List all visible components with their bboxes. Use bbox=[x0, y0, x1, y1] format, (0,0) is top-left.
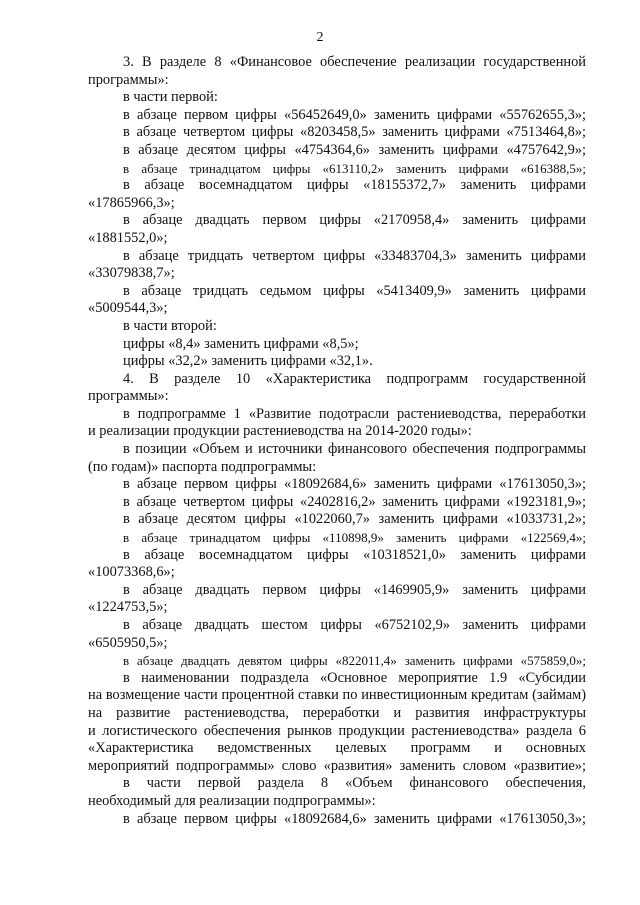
text-line: в абзаце двадцать девятом цифры «822011,4» заменить цифрами «575859,0»; bbox=[123, 653, 586, 669]
text-line: «6505950,5»; bbox=[88, 634, 168, 651]
text-line: программы»: bbox=[88, 388, 169, 405]
text-line: в абзаце первом цифры «18092684,6» заменить цифрами «17613050,3»; bbox=[123, 810, 586, 827]
text-line: в абзаце двадцать первом цифры «1469905,9» заменить цифрами bbox=[123, 581, 586, 598]
text-line: в абзаце тридцать четвертом цифры «33483704,3» заменить цифрами bbox=[123, 247, 586, 264]
text-line: и логистического обеспечения рынков продукции растениеводства» раздела 6 bbox=[88, 722, 586, 739]
text-line: «33079838,7»; bbox=[88, 265, 175, 282]
text-line: необходимый для реализации подпрограммы»: bbox=[88, 792, 376, 809]
document-body bbox=[88, 54, 586, 828]
text-line: в абзаце первом цифры «56452649,0» заменить цифрами «55762655,3»; bbox=[123, 106, 586, 123]
text-line: в абзаце десятом цифры «1022060,7» заменить цифрами «1033731,2»; bbox=[123, 511, 586, 528]
text-line: в абзаце двадцать шестом цифры «6752102,9» заменить цифрами bbox=[123, 617, 586, 633]
text-line: в абзаце восемнадцатом цифры «10318521,0» заменить цифрами bbox=[123, 546, 586, 563]
text-line: в абзаце десятом цифры «4754364,6» заменить цифрами «4757642,9»; bbox=[123, 141, 586, 158]
text-line: «1224753,5»; bbox=[88, 599, 168, 616]
text-line: в абзаце тринадцатом цифры «613110,2» заменить цифрами «616388,5»; bbox=[123, 160, 586, 176]
text-line: 3. В разделе 8 «Финансовое обеспечение реализации государственной bbox=[123, 54, 586, 70]
text-line: в абзаце тринадцатом цифры «110898,9» заменить цифрами «122569,4»; bbox=[123, 530, 586, 546]
text-line: мероприятий подпрограммы» слово «развития» заменить словом «развитие»; bbox=[88, 757, 586, 774]
text-line: в абзаце четвертом цифры «2402816,2» заменить цифрами «1923181,9»; bbox=[123, 493, 586, 510]
text-line: в части второй: bbox=[123, 317, 217, 334]
text-line: (по годам)» паспорта подпрограммы: bbox=[88, 458, 317, 475]
page-number: 2 bbox=[316, 30, 324, 45]
text-line: в абзаце двадцать первом цифры «2170958,4» заменить цифрами bbox=[123, 212, 586, 229]
text-line: в наименовании подраздела «Основное мероприятие 1.9 «Субсидии bbox=[123, 669, 586, 686]
text-line: цифры «8,4» заменить цифрами «8,5»; bbox=[123, 335, 359, 352]
text-line: на возмещение части процентной ставки по инвестиционным кредитам (займам) bbox=[88, 687, 586, 704]
text-line: и реализации продукции растениеводства на 2014-2020 годы»: bbox=[88, 423, 472, 440]
text-line: «5009544,3»; bbox=[88, 300, 168, 317]
text-line: в абзаце первом цифры «18092684,6» заменить цифрами «17613050,3»; bbox=[123, 476, 586, 493]
text-line: в подпрограмме 1 «Развитие подотрасли растениеводства, переработки bbox=[123, 405, 586, 422]
text-line: цифры «32,2» заменить цифрами «32,1». bbox=[123, 353, 373, 370]
text-line: «17865966,3»; bbox=[88, 194, 175, 211]
text-line: «10073368,6»; bbox=[88, 564, 175, 581]
text-line: «1881552,0»; bbox=[88, 229, 168, 246]
text-line: программы»: bbox=[88, 71, 169, 88]
text-line: в позиции «Объем и источники финансового обеспечения подпрограммы bbox=[123, 441, 586, 458]
text-line: «Характеристика ведомственных целевых программ и основных bbox=[88, 740, 586, 757]
text-line: на развитие растениеводства, переработки и развития инфраструктуры bbox=[88, 704, 586, 721]
text-line: в абзаце тридцать седьмом цифры «5413409,9» заменить цифрами bbox=[123, 282, 586, 299]
text-line: в части первой раздела 8 «Объем финансового обеспечения, bbox=[123, 775, 586, 792]
text-line: в части первой: bbox=[123, 89, 218, 106]
text-line: в абзаце восемнадцатом цифры «18155372,7» заменить цифрами bbox=[123, 177, 586, 194]
text-line: 4. В разделе 10 «Характеристика подпрограмм государственной bbox=[123, 370, 586, 387]
text-line: в абзаце четвертом цифры «8203458,5» заменить цифрами «7513464,8»; bbox=[123, 124, 586, 141]
